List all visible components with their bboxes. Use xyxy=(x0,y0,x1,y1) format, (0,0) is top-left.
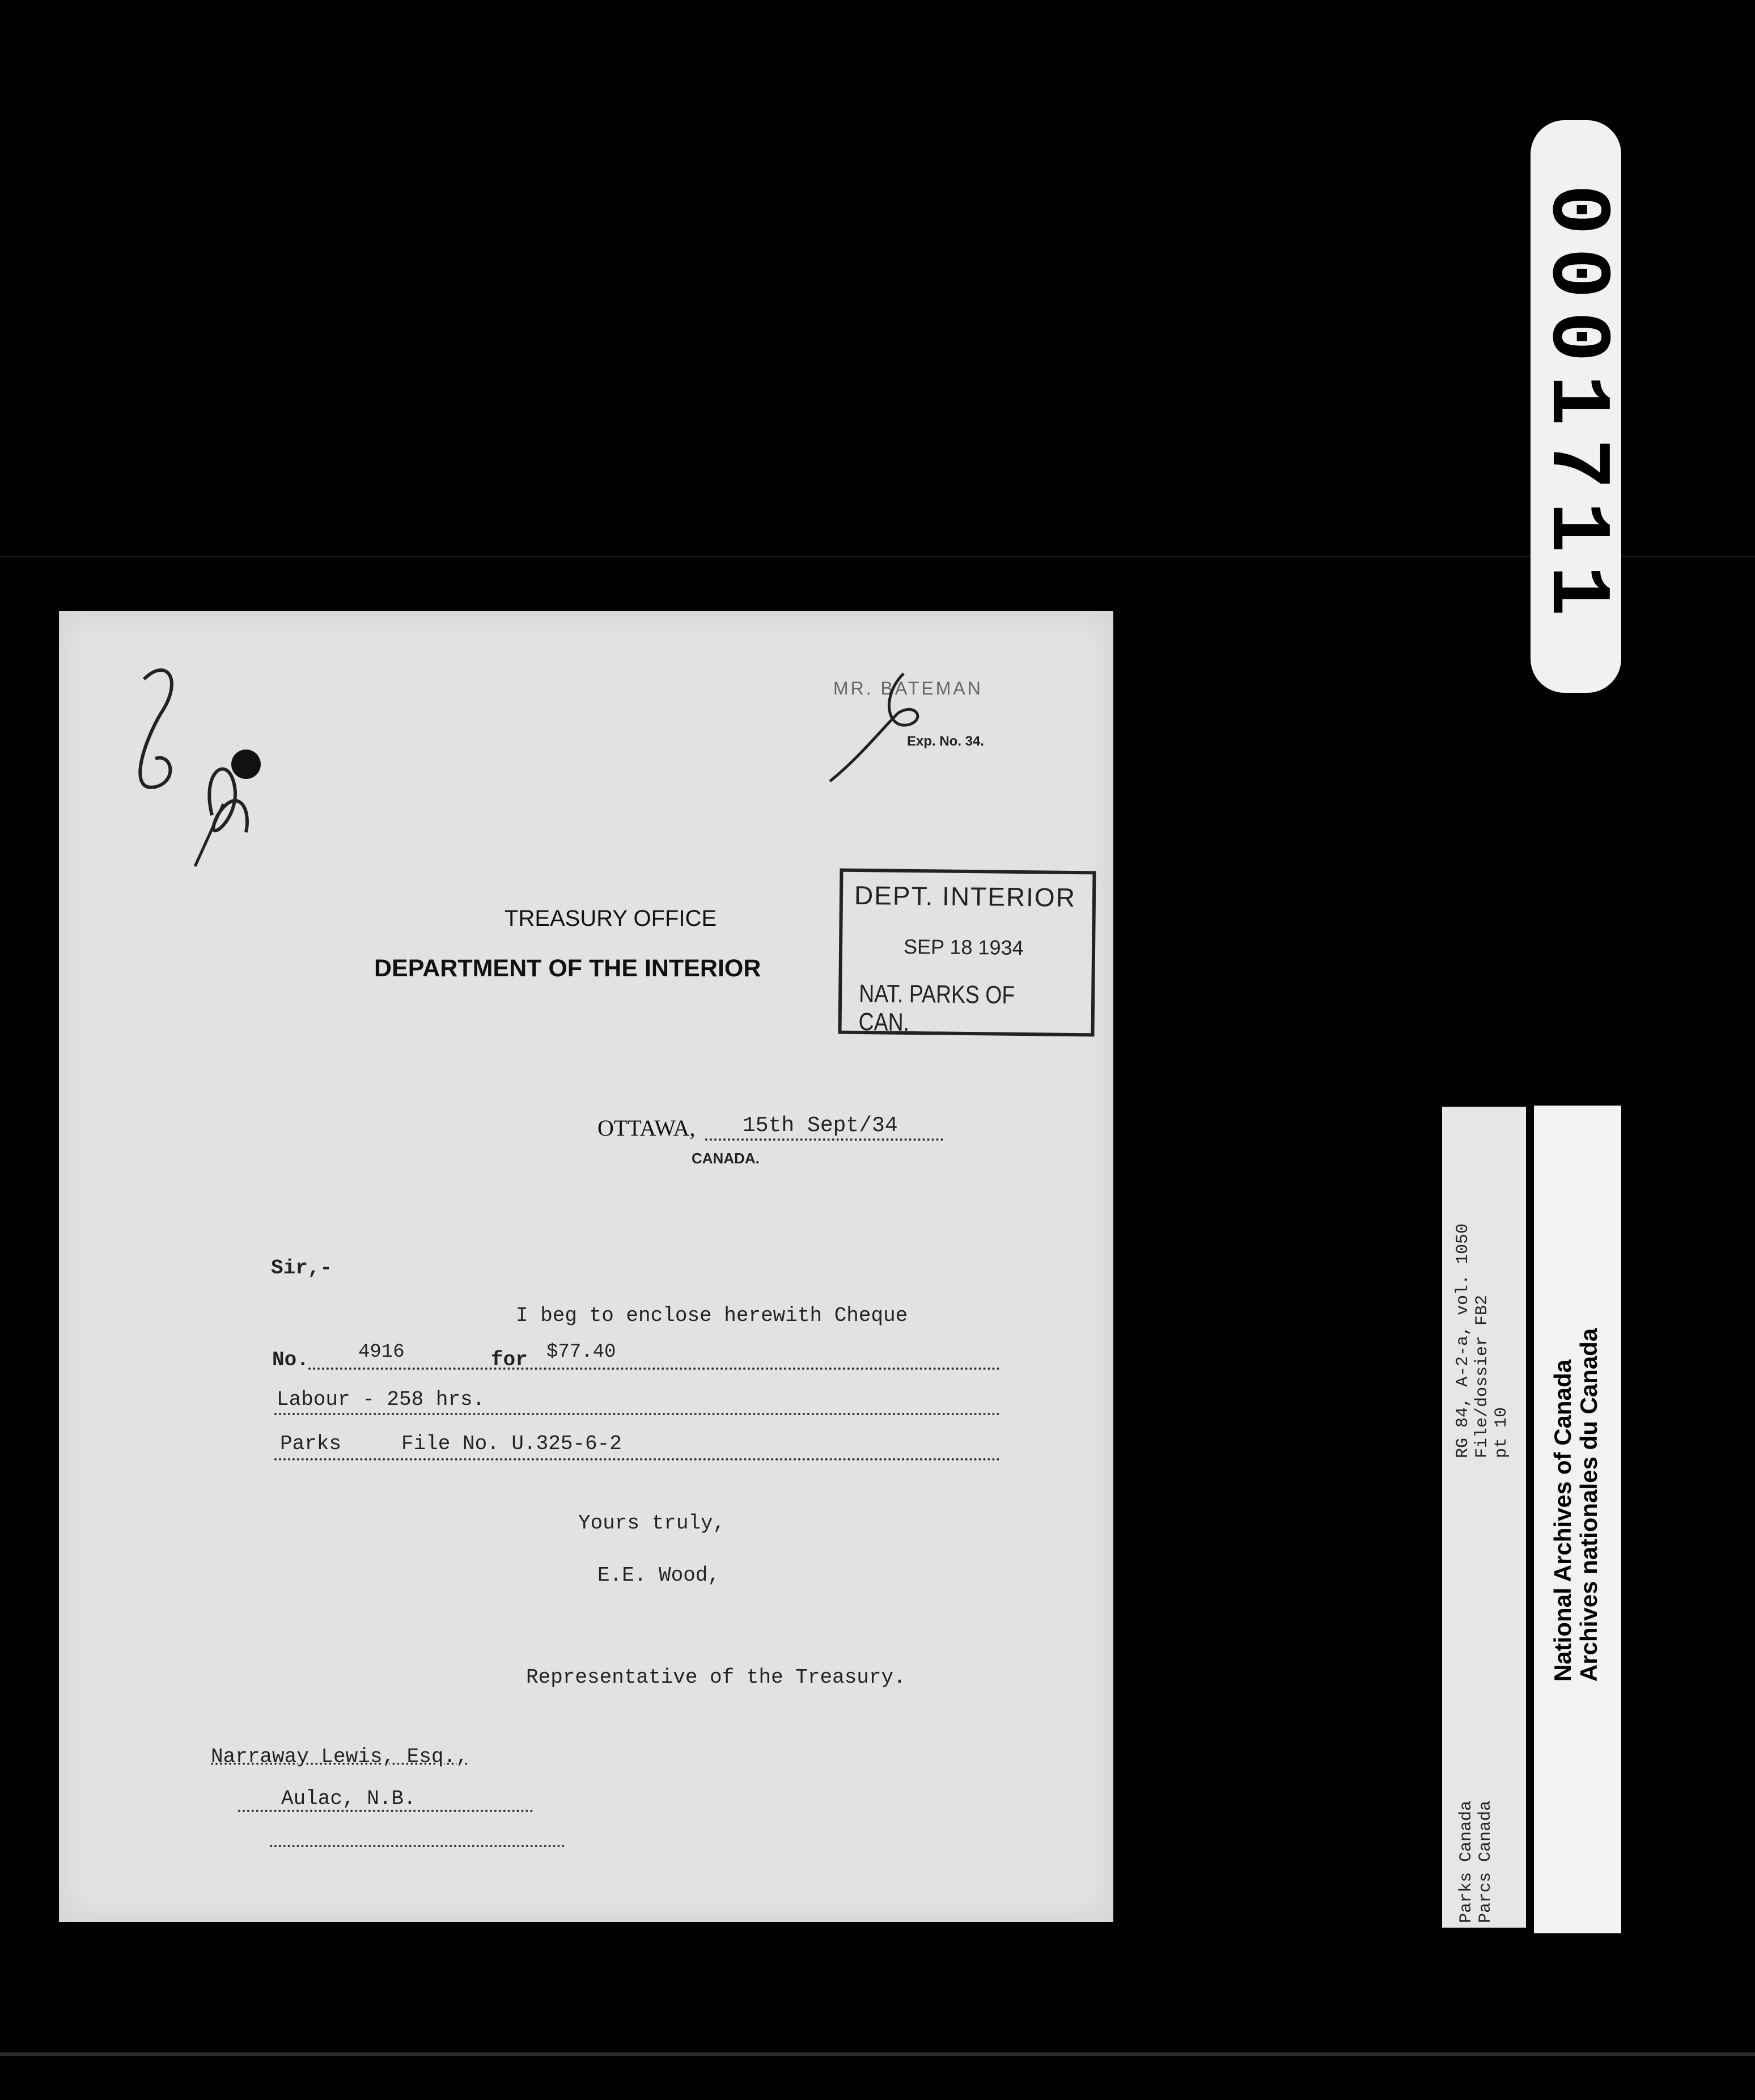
ref-line-3: pt 10 xyxy=(1492,1407,1511,1458)
exp-number: Exp. No. 34. xyxy=(907,734,985,749)
cheque-line xyxy=(308,1367,1000,1370)
archive-reference-label xyxy=(1442,1107,1526,1928)
salutation: Sir,- xyxy=(271,1256,333,1280)
agency-fr: Parcs Canada xyxy=(1476,1800,1495,1923)
recipient-place: Aulac, N.B. xyxy=(281,1787,416,1810)
stamp-dept: DEPT. INTERIOR xyxy=(854,880,1076,913)
ref-line-1: RG 84, A-2-a, vol. 1050 xyxy=(1453,1223,1473,1458)
purpose-rule xyxy=(274,1413,1000,1415)
agency-en: Parks Canada xyxy=(1457,1800,1476,1923)
handwritten-initials xyxy=(104,645,297,883)
purpose-line: Labour - 258 hrs. xyxy=(277,1388,485,1411)
recipient-blank-rule xyxy=(270,1845,565,1847)
cheque-number: 4916 xyxy=(358,1341,405,1363)
pen-mark xyxy=(824,657,938,793)
department-title: DEPARTMENT OF THE INTERIOR xyxy=(374,955,761,982)
cheque-no-label: No. xyxy=(272,1348,309,1371)
addressee-note: MR. BATEMAN xyxy=(833,678,983,698)
recipient-name: Narraway Lewis, Esq., xyxy=(211,1745,468,1768)
letter-page xyxy=(59,611,1113,1922)
letter-date: 15th Sept/34 xyxy=(743,1113,898,1138)
file-reference: File No. U.325-6-2 xyxy=(401,1432,622,1455)
branch-label: Parks xyxy=(280,1432,342,1455)
closing: Yours truly, xyxy=(578,1512,726,1535)
received-stamp xyxy=(838,869,1096,1037)
national-archives-label xyxy=(1534,1106,1621,1933)
scan-line xyxy=(0,556,1755,557)
frame-number: 0001711 xyxy=(1528,184,1624,629)
signer-title: Representative of the Treasury. xyxy=(526,1666,906,1689)
for-label: for xyxy=(491,1348,528,1371)
archives-name-en: National Archives of Canada xyxy=(1549,1360,1576,1682)
scan-line xyxy=(0,2052,1755,2056)
recipient-place-rule xyxy=(238,1810,533,1812)
country-label: CANADA. xyxy=(692,1150,760,1167)
ref-line-2: File/dossier FB2 xyxy=(1473,1294,1492,1458)
stamp-branch: NAT. PARKS OF CAN. xyxy=(858,980,1015,1036)
place-label: OTTAWA, xyxy=(597,1115,696,1141)
archives-name-fr: Archives nationales du Canada xyxy=(1575,1328,1602,1682)
signer-name: E.E. Wood, xyxy=(597,1564,720,1587)
body-line: I beg to enclose herewith Cheque xyxy=(516,1304,908,1327)
cheque-amount: $77.40 xyxy=(546,1341,616,1363)
office-title: TREASURY OFFICE xyxy=(505,906,717,931)
frame-number-strip xyxy=(1528,120,1624,693)
file-rule xyxy=(274,1458,1000,1460)
date-line xyxy=(705,1138,943,1141)
stamp-date: SEP 18 1934 xyxy=(903,934,1024,960)
